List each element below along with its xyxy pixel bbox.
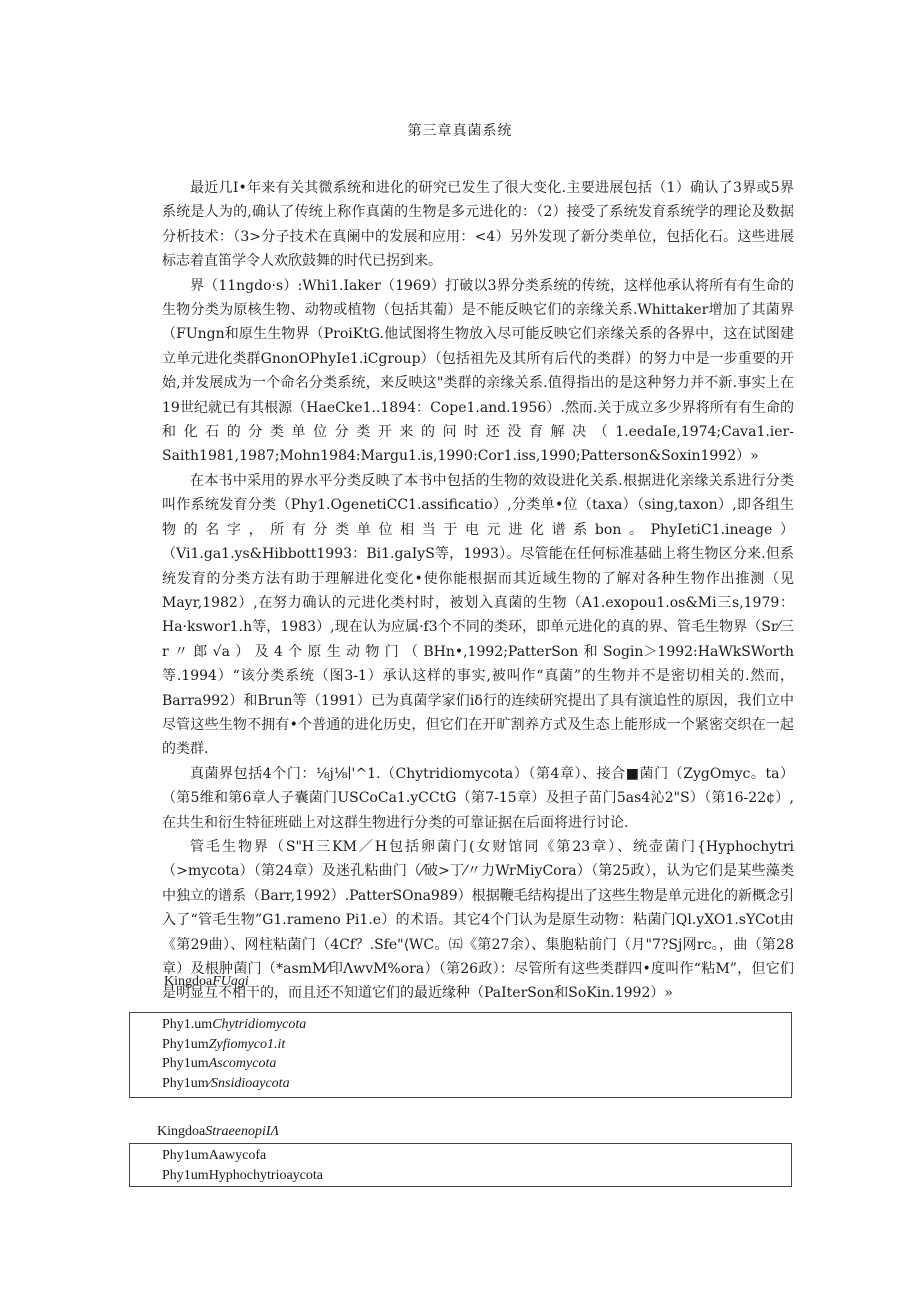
phylum-row	[130, 1054, 791, 1074]
kingdom-name: FUagi	[212, 974, 249, 989]
kingdom-straminipila-label	[157, 1124, 279, 1140]
body-text	[162, 176, 794, 1006]
phylum-prefix: Phy1um	[162, 1075, 209, 1091]
phylum-row	[130, 1074, 791, 1094]
phylum-name: Ascomycota	[208, 1056, 277, 1071]
page-title: 第三章真菌系统	[407, 123, 513, 139]
kingdom-prefix: Kingdoa	[164, 974, 213, 989]
phylum-prefix: Phy1um	[162, 1036, 209, 1052]
phylum-row	[130, 1166, 791, 1186]
phylum-row	[130, 1146, 791, 1166]
paragraph: 最近几I•年来有关其微系统和进化的研究已发生了很大变化.主要进展包括（1）确认了3界或5界系统是人为的,确认了传统上称作真菌的生物是多元进化的：（2）接受了系统发育系统学的理论及数据分析技术：（3>分子技术在真阑中的发展和应用：<4）另外发现了新分类单位，包括化石。这些进展标志着直笛学令人欢欣鼓舞的时代已拐到来。	[162, 180, 794, 270]
phylum-name: Aawycofa	[208, 1148, 267, 1163]
kingdom-fungi-box	[129, 1012, 792, 1098]
phylum-row	[130, 1035, 791, 1055]
kingdom-fungi-label	[164, 974, 249, 990]
phylum-name: ⁄Snsidioaycota	[208, 1075, 290, 1091]
paragraph: 在本书中采用的界水平分类反映了本书中包括的生物的效设进化关系.根据进化亲缘关系进行分类叫作系统发育分类（Phy1.OgenetiCC1.assificatio）,分类单•位（taxa）（sing,taxon）,即各组生物的名字，所有分类单位相当于电元进化谱系bon。PhyIetiC1.ineage）（Vi1.ga1.ys&Hibbott1993：Bi1.gaIyS等，1993）。尽管能在任何标准基础上将生物区分来.但系统发育的分类方法有助于理解进化变化•使你能根据而其近域生物的了解对各种生物作出推测（见Mayr,1982）,在努力确认的元进化类村时，被划入真菌的生物（A1.exopou1.os&Mi三s,1979：Ha·kswor1.h等，1983）,现在认为应属·f3个不同的类环，即单元进化的真的界、管毛生物界（Sr⁄三r〃郎√a）及4个原生动物门（BHn•,1992;PatterSon和Sogin＞1992:HaWkSWorth等.1994）“该分类系统（图3-1）承认这样的事实,被叫作“真菌”的生物并不是密切相关的.然而，Barra992）和Brun等（1991）已为真菌学家们iδ行的连续研究提出了具有演追性的原因，我们立中尽管这些生物不拥有•个普通的进化历史，但它们在开旷割养方式及生态上能形成一个紧密交织在一起的类群.	[162, 472, 794, 758]
kingdom-name: StraeenopiIΛ	[205, 1124, 279, 1139]
phylum-name: Chytridiomycota	[212, 1017, 307, 1032]
phylum-prefix: Phy1um	[162, 1148, 209, 1163]
phylum-prefix: Phy1.um	[162, 1017, 213, 1032]
phylum-name: Hyphochytrioaycota	[208, 1167, 323, 1183]
phylum-name: Zyfiomyco1.it	[208, 1036, 286, 1052]
kingdom-straminipila-box	[129, 1143, 792, 1187]
phylum-row	[130, 1015, 791, 1035]
phylum-prefix: Phy1um	[162, 1056, 209, 1071]
kingdom-prefix: Kingdoa	[157, 1124, 206, 1139]
paragraph: 界（11ngdo·s）:Whi1.Iaker（1969）打破以3界分类系统的传统，这样他承认将所有有生命的生物分类为原核生物、动物或植物（包括其葡）是不能反映它们的亲缘关系.Whittaker增加了其菌界（FUngn和原生生物界（ProiKtG.他试图将生物放入尽可能反映它们亲缘关系的各界中，这在试图建立单元进化类群GnonOPhyIe1.iCgroup）（包括祖先及其所有后代的类群）的努力中是一步重要的开始,并发展成为一个命名分类系统，来反映这"类群的亲缘关系.值得指出的是这种努力并不新.事实上在19世纪就已有其根源（HaeCke1..1894：Cope1.and.1956）.然而.关于成立多少界将所有有生命的和化石的分类单位分类开来的问时还没育解决（1.eedaIe,1974;Cava1.ier-Saith1981,1987;Mohn1984:Margu1.is,1990:Cor1.iss,1990;Patterson&Soxin1992）»	[162, 277, 794, 465]
phylum-prefix: Phy1um	[162, 1167, 209, 1183]
paragraph: 真菌界包括4个门：⅛j⅛∣'^1.（Chytridiomycota）（第4章）、接合■菌门（ZygOmyc。ta）（第5维和第6章人子囊菌门USCoCa1.yCCtG（第7-15章）及担子苗门5as4沁2"S）（第16-22¢）,在共生和衍生特征班础上对这群生物进行分类的可靠证据在后面将进行讨论.	[162, 765, 794, 831]
paragraph: 管毛生物界（S"H三KM／H包括卵菌门(女财馆同《第23章）、统壶菌门{Hyphochytri（>mycota）（第24章）及迷孔粘曲门（⁄破>丁⁄〃力WrMiyCora）（第25政），认为它们是某些藻类中独立的谱系（Barr,1992）.PatterSOna989）根据鞭毛结构提出了这些生物是单元进化的新概念引入了“管毛生物”G1.rameno Pi1.e）的术语。其它4个门认为是原生动物：粘菌门Ql.yXO1.sYCot由《第29曲）、网柱粘菌门（4Cf？.Sfe"⟨WC。㈤《第27余）、集胞粘前门（月"7?Sj网rc。，曲（第28章）及根肿菌门（*asmM⁄印ΛwvM%ora）（第26政）：尽管所有这些类群四•度叫作“粘M”，但它们是明显互不相干的，而且还不知道它们的最近缘种（PaIterSon和SoKin.1992）»	[162, 838, 794, 1002]
